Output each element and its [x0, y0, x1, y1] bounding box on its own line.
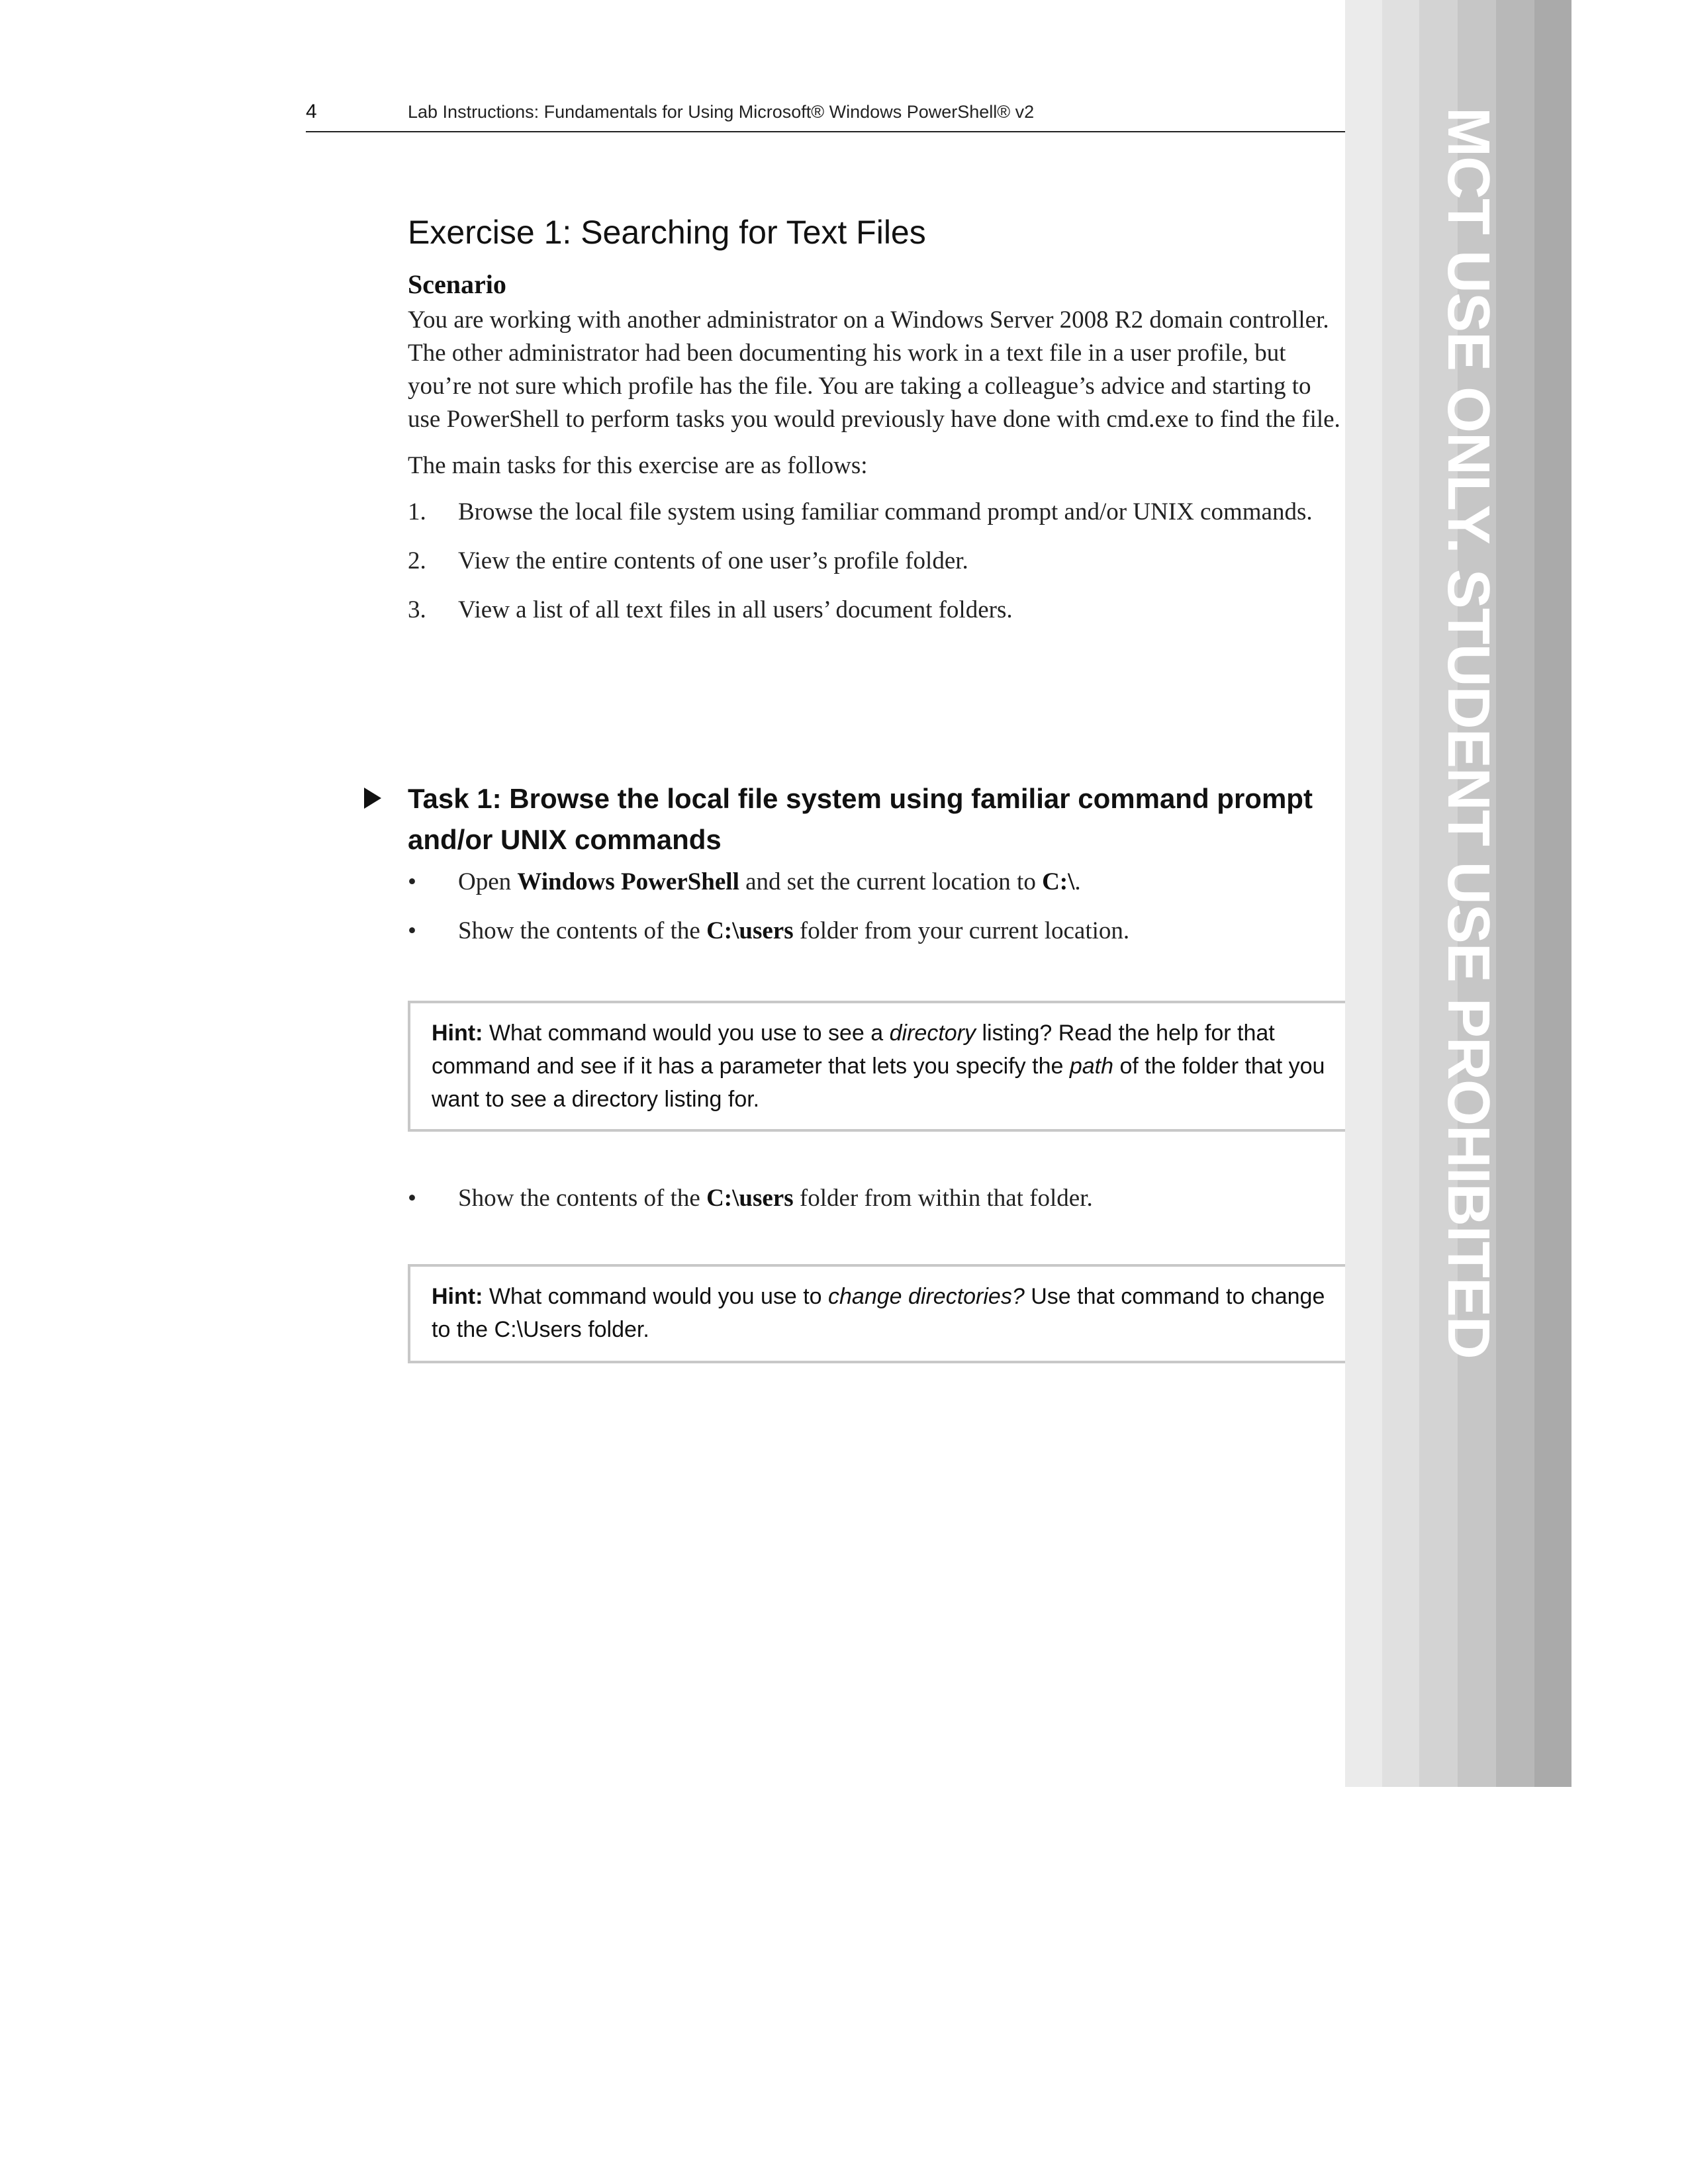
bullet-bold-text: C:\users [706, 1185, 794, 1212]
bullet-text: and set the current location to [739, 868, 1043, 895]
tasks-intro: The main tasks for this exercise are as follows: [408, 452, 868, 479]
hint-text: of the folder that you want to see a directory listing for. [432, 1054, 1325, 1112]
hint-text: What command would you use to see a [483, 1021, 890, 1046]
triangle-right-icon [364, 788, 381, 809]
task-1-title: Task 1: Browse the local file system using familiar command prompt and/or UNIX commands [408, 783, 1313, 855]
watermark-stripe [1534, 0, 1571, 1787]
bullet-text: . [1074, 868, 1081, 895]
list-item-text: View a list of all text files in all users’ document folders. [458, 596, 1013, 623]
task-1-section [364, 778, 1357, 860]
bullet-bold-text: Windows PowerShell [517, 868, 739, 895]
list-item [408, 866, 1345, 899]
watermark-stripe [1496, 0, 1534, 1787]
list-item-number: 1. [408, 498, 426, 525]
hint-label: Hint: [432, 1284, 483, 1309]
hint-box [408, 1001, 1361, 1132]
hint-text: Use that command to change to the C:\Users folder. [432, 1284, 1325, 1342]
hint-label: Hint: [432, 1021, 483, 1046]
watermark-text: MCT USE ONLY. STUDENT USE PROHIBITED [1435, 107, 1501, 1359]
bullet-text: Show the contents of the [458, 1185, 707, 1212]
bullet-text: folder from your current location. [793, 917, 1130, 944]
watermark-stripe [1382, 0, 1419, 1787]
bullet-text: Show the contents of the [458, 917, 707, 944]
list-item [408, 1182, 1345, 1215]
hint-text: What command would you use to [483, 1284, 829, 1309]
task-list [408, 496, 1354, 627]
list-item [408, 545, 1345, 578]
hint-italic-text: directory [889, 1021, 976, 1046]
page-header [306, 93, 1376, 132]
hint-text: listing? Read the help for that command and see if it has a parameter that lets you specify the [432, 1021, 1275, 1079]
exercise-section [408, 199, 1354, 643]
list-item [408, 496, 1345, 529]
bullet-bold-text: C:\ [1042, 868, 1075, 895]
list-item-number: 3. [408, 596, 426, 623]
running-title: Lab Instructions: Fundamentals for Using Microsoft® Windows PowerShell® v2 [408, 102, 1035, 122]
scenario-text: You are working with another administrator on a Windows Server 2008 R2 domain controller. The other administrator had been documenting his work in a text file in a user profile, but you’re not sure which profile has the file. You are taking a colleague’s advice and starting to use PowerShell to perform tasks you would previously have done with cmd.exe to find the file. [408, 306, 1340, 433]
bullet-text: Open [458, 868, 518, 895]
list-item [408, 594, 1345, 627]
task-1-bullets [408, 866, 1345, 948]
page-number: 4 [306, 101, 317, 122]
bullet-text: folder from within that folder. [793, 1185, 1093, 1212]
hint-italic-text: path [1069, 1054, 1114, 1079]
bullet-bold-text: C:\users [706, 917, 794, 944]
list-item [408, 915, 1345, 948]
list-item-text: View the entire contents of one user’s profile folder. [458, 547, 968, 574]
hint-italic-text: change directories? [828, 1284, 1025, 1309]
list-item-text: Browse the local file system using familiar command prompt and/or UNIX commands. [458, 498, 1313, 525]
list-item-number: 2. [408, 547, 426, 574]
hint-box [408, 1264, 1361, 1363]
exercise-title: Exercise 1: Searching for Text Files [408, 214, 926, 251]
watermark-stripe [1345, 0, 1382, 1787]
scenario-heading: Scenario [408, 269, 506, 299]
task-1-bullets-continued [408, 1182, 1345, 1215]
